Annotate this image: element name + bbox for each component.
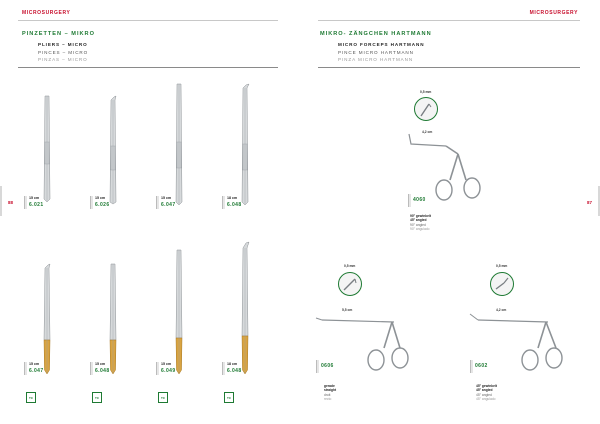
- product-description: [410, 214, 431, 231]
- product-item: [90, 196, 110, 208]
- label-stroke: [408, 194, 411, 207]
- desc-fr: droit: [324, 392, 331, 397]
- product-item: [316, 360, 334, 369]
- product-item: [24, 362, 44, 374]
- page-title: PINZETTEN – MIKRO: [22, 31, 95, 37]
- hartmann-forceps-45-image: [468, 312, 558, 384]
- label-stroke: [24, 196, 27, 209]
- section-label: MICROSURGERY: [22, 10, 71, 16]
- header-rule: [318, 67, 580, 68]
- detail-size-label: 0,5 mm: [496, 264, 508, 268]
- tungsten-carbide-badge: TC: [92, 392, 102, 403]
- subtitle-es: PINZA MICRO HARTMANN: [338, 57, 414, 62]
- product-code: 6.048: [227, 202, 242, 208]
- desc-en: 45° angled: [476, 388, 493, 393]
- desc-en: 45° angled: [410, 218, 427, 223]
- tip-detail-icon: [415, 98, 437, 120]
- label-stroke: [222, 196, 225, 209]
- label-stroke: [90, 196, 93, 209]
- label-stroke: [222, 362, 225, 375]
- product-code: 6.047: [161, 202, 176, 208]
- forceps-image-4: [238, 82, 252, 214]
- detail-size-label: 0,5 mm: [420, 90, 432, 94]
- top-rule: [318, 20, 580, 21]
- forceps-gold-image-4: [238, 240, 252, 382]
- page-edge-marker: [0, 186, 2, 216]
- tip-detail-circle: [338, 272, 362, 296]
- detail-size-label: 0,5 mm: [344, 264, 356, 268]
- subtitle-es: PINZAS – MICRO: [38, 57, 88, 62]
- product-item: [408, 194, 426, 203]
- desc-de: 90° gewinkelt: [410, 214, 431, 218]
- product-size: 15 cm: [29, 362, 40, 366]
- product-size: 18 cm: [227, 362, 238, 366]
- forceps-image-3: [172, 82, 186, 214]
- product-item: [222, 196, 242, 208]
- desc-fr: 90° angled: [410, 222, 426, 227]
- section-label: MICROSURGERY: [529, 10, 578, 16]
- desc-es: recto: [324, 396, 332, 401]
- label-stroke: [316, 360, 319, 373]
- desc-es: 90° angulado: [410, 226, 430, 231]
- subtitle-fr: PINCE MICRO HARTMANN: [338, 50, 414, 55]
- product-size: 15 cm: [161, 362, 172, 366]
- label-stroke: [470, 360, 473, 373]
- product-description: [476, 384, 497, 401]
- label-stroke: [156, 196, 159, 209]
- product-code: 6.048: [227, 368, 242, 374]
- top-rule: [18, 20, 278, 21]
- right-page: [300, 0, 600, 424]
- product-item: [156, 196, 176, 208]
- product-description: [324, 384, 336, 401]
- subtitle-fr: PINCES – MICRO: [38, 50, 89, 55]
- product-size: 15 cm: [29, 196, 40, 200]
- page-title: MIKRO- ZÄNGCHEN HARTMANN: [320, 31, 432, 37]
- product-size: 18 cm: [227, 196, 238, 200]
- product-size: 15 cm: [95, 196, 106, 200]
- label-stroke: [156, 362, 159, 375]
- product-item: [24, 196, 44, 208]
- tip-detail-icon: [339, 273, 361, 295]
- product-code: 6.048: [95, 368, 110, 374]
- shaft-length-label: 5,5 cm: [342, 308, 353, 312]
- product-item: [222, 362, 242, 374]
- tungsten-carbide-badge: TC: [158, 392, 168, 403]
- shaft-length-label: 4,2 cm: [496, 308, 507, 312]
- subtitle-en: MICRO FORCEPS HARTMANN: [338, 42, 425, 47]
- desc-es: 45° angulado: [476, 396, 496, 401]
- label-stroke: [24, 362, 27, 375]
- tungsten-carbide-badge: TC: [26, 392, 36, 403]
- product-code: 0602: [475, 363, 488, 369]
- product-code: 4060: [413, 197, 426, 203]
- tip-detail-icon: [491, 273, 513, 295]
- product-size: 15 cm: [161, 196, 172, 200]
- shaft-length-label: 4,2 cm: [422, 130, 433, 134]
- desc-de: gerade: [324, 384, 335, 388]
- product-item: [156, 362, 176, 374]
- tungsten-carbide-badge: TC: [224, 392, 234, 403]
- tip-detail-circle: [490, 272, 514, 296]
- product-code: 6.049: [161, 368, 176, 374]
- header-rule: [18, 67, 278, 68]
- product-item: [470, 360, 488, 369]
- product-item: [90, 362, 110, 374]
- product-code: 0606: [321, 363, 334, 369]
- hartmann-forceps-straight-image: [314, 312, 400, 384]
- product-code: 6.026: [95, 202, 110, 208]
- desc-de: 45° gewinkelt: [476, 384, 497, 388]
- subtitle-en: PLIERS – MICRO: [38, 42, 88, 47]
- tip-detail-circle: [414, 97, 438, 121]
- page-number: 88: [8, 200, 14, 205]
- product-code: 6.021: [29, 202, 44, 208]
- product-size: 15 cm: [95, 362, 106, 366]
- page-number: 87: [586, 200, 592, 205]
- desc-en: straight: [324, 388, 337, 393]
- desc-fr: 45° angled: [476, 392, 492, 397]
- product-code: 6.047: [29, 368, 44, 374]
- label-stroke: [90, 362, 93, 375]
